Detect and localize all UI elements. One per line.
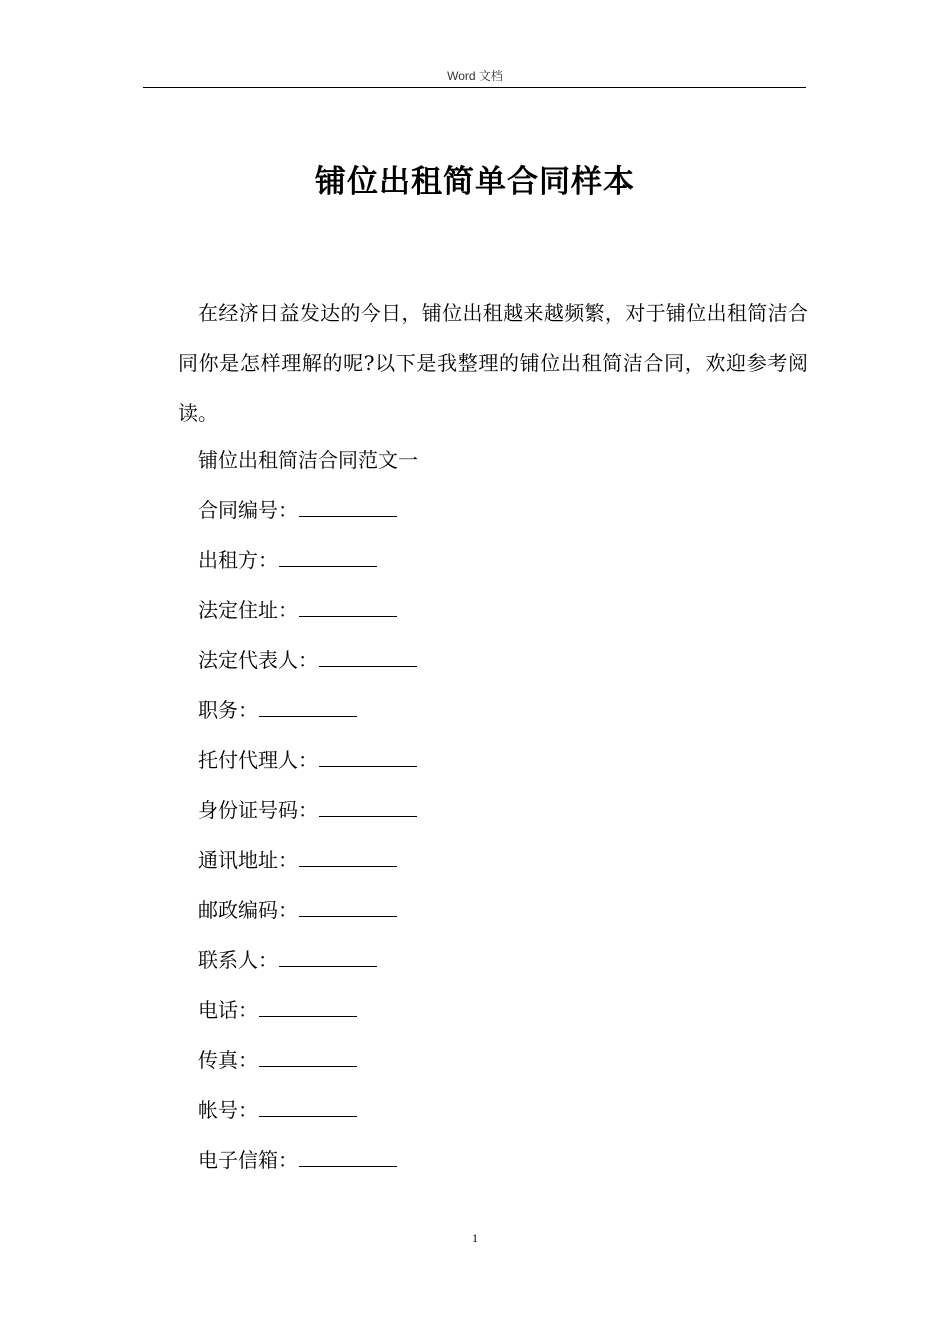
field-authorized-agent [198, 747, 417, 797]
contract-field-list [198, 497, 417, 1197]
field-label: 联系人： [198, 948, 278, 972]
field-email [198, 1147, 417, 1197]
fill-in-blank[interactable] [279, 948, 377, 967]
fill-in-blank[interactable] [299, 498, 397, 517]
section-heading: 铺位出租简洁合同范文一 [198, 448, 418, 472]
field-label: 职务： [198, 698, 258, 722]
field-label: 托付代理人： [198, 748, 318, 772]
field-label: 法定代表人： [198, 648, 318, 672]
fill-in-blank[interactable] [279, 548, 377, 567]
fill-in-blank[interactable] [299, 848, 397, 867]
field-label: 电子信箱： [198, 1148, 298, 1172]
field-label: 通讯地址： [198, 848, 298, 872]
field-postal-code [198, 897, 417, 947]
field-label: 电话： [198, 998, 258, 1022]
field-account [198, 1097, 417, 1147]
field-label: 身份证号码： [198, 798, 318, 822]
field-position [198, 697, 417, 747]
field-legal-address [198, 597, 417, 647]
fill-in-blank[interactable] [259, 1048, 357, 1067]
page-header: Word 文档 [447, 69, 503, 83]
field-fax [198, 1047, 417, 1097]
fill-in-blank[interactable] [319, 648, 417, 667]
field-label: 合同编号： [198, 498, 298, 522]
field-contract-number [198, 497, 417, 547]
field-label: 出租方： [198, 548, 278, 572]
field-phone [198, 997, 417, 1047]
document-title: 铺位出租简单合同样本 [315, 164, 635, 200]
field-lessor [198, 547, 417, 597]
fill-in-blank[interactable] [319, 798, 417, 817]
page-number: 1 [472, 1231, 478, 1245]
fill-in-blank[interactable] [259, 698, 357, 717]
field-mailing-address [198, 847, 417, 897]
field-label: 法定住址： [198, 598, 298, 622]
field-contact-person [198, 947, 417, 997]
header-divider [143, 87, 806, 88]
field-label: 邮政编码： [198, 898, 298, 922]
field-id-number [198, 797, 417, 847]
intro-paragraph: 在经济日益发达的今日，铺位出租越来越频繁，对于铺位出租简洁合同你是怎样理解的呢?以下是我整理的铺位出租简洁合同，欢迎参考阅读。 [178, 301, 808, 425]
field-label: 传真： [198, 1048, 258, 1072]
fill-in-blank[interactable] [259, 1098, 357, 1117]
field-legal-representative [198, 647, 417, 697]
fill-in-blank[interactable] [319, 748, 417, 767]
fill-in-blank[interactable] [259, 998, 357, 1017]
field-label: 帐号： [198, 1098, 258, 1122]
fill-in-blank[interactable] [299, 598, 397, 617]
fill-in-blank[interactable] [299, 898, 397, 917]
fill-in-blank[interactable] [299, 1148, 397, 1167]
